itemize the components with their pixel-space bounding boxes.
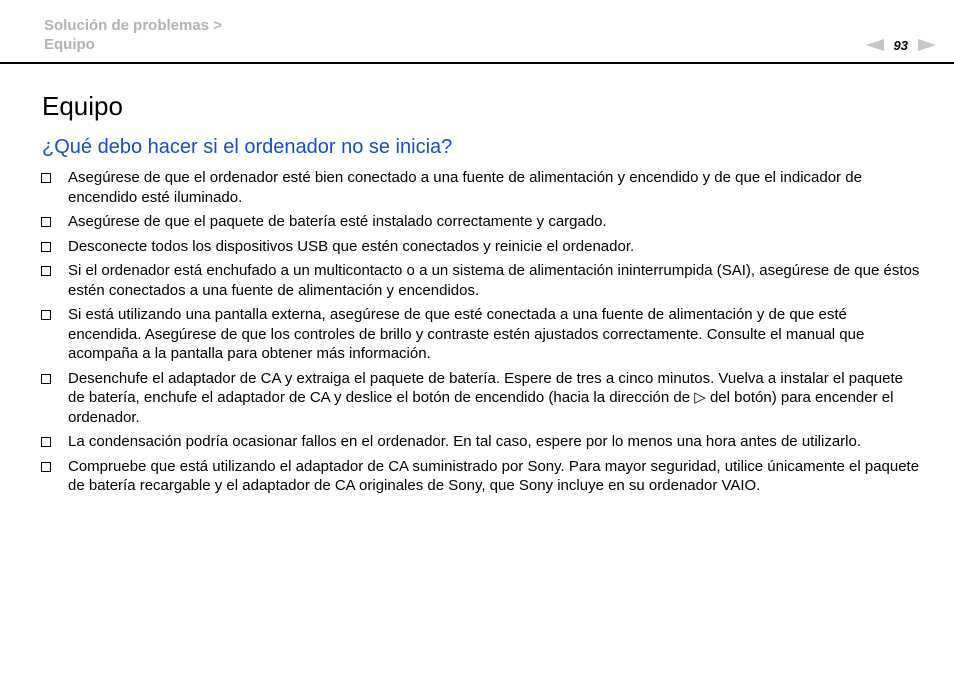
- page-navigator: [866, 37, 936, 53]
- list-item: [40, 305, 920, 364]
- previous-page-arrow-icon[interactable]: [866, 39, 884, 51]
- page-title: Equipo: [42, 91, 123, 121]
- troubleshooting-list: [40, 168, 920, 501]
- list-item-text: Si el ordenador está enchufado a un multicontacto o a un sistema de alimentación ininterrumpida (SAI), asegúrese de que éstos estén conectados a una fuente de alimentación y encendidos.: [68, 262, 920, 299]
- list-item: [40, 457, 920, 496]
- list-item-text: La condensación podría ocasionar fallos en el ordenador. En tal caso, espere por lo menos una hora antes de utilizarlo.: [68, 433, 862, 450]
- list-item-text: Asegúrese de que el ordenador esté bien conectado a una fuente de alimentación y encendido y de que el indicador de encendido esté iluminado.: [68, 169, 862, 206]
- next-page-arrow-icon[interactable]: [918, 39, 936, 51]
- list-item-text: Desconecte todos los dispositivos USB que estén conectados y reinicie el ordenador.: [68, 237, 635, 255]
- checkbox-bullet-icon: [41, 437, 51, 447]
- breadcrumb-section: Solución de problemas >: [44, 17, 222, 34]
- list-item-text: Desenchufe el adaptador de CA y extraiga el paquete de batería. Espere de tres a cinco minutos. Vuelva a instalar el paquete de batería, enchufe el adaptador de CA y deslice el botón de encendido (hacia la dirección de ▷ del botón) para encender el ordenador.: [68, 369, 903, 426]
- list-item: [40, 168, 920, 207]
- breadcrumb: [44, 16, 222, 54]
- section-heading: ¿Qué debo hacer si el ordenador no se inicia?: [42, 136, 453, 158]
- list-item-text: Asegúrese de que el paquete de batería esté instalado correctamente y cargado.: [68, 213, 607, 230]
- checkbox-bullet-icon: [41, 242, 51, 252]
- list-item: [40, 212, 920, 232]
- checkbox-bullet-icon: [41, 173, 51, 183]
- list-item-text: Compruebe que está utilizando el adaptador de CA suministrado por Sony. Para mayor seguridad, utilice únicamente el paquete de batería recargable y el adaptador de CA originales de Sony, que Sony incluye en su ordenador VAIO.: [68, 457, 920, 494]
- checkbox-bullet-icon: [41, 374, 51, 384]
- list-item: [40, 237, 920, 257]
- list-item: [40, 369, 920, 428]
- list-item: [40, 432, 920, 452]
- header-divider: [0, 62, 954, 64]
- breadcrumb-page: Equipo: [44, 36, 95, 53]
- list-item: [40, 261, 920, 300]
- checkbox-bullet-icon: [41, 217, 51, 227]
- checkbox-bullet-icon: [41, 462, 51, 472]
- checkbox-bullet-icon: [41, 310, 51, 320]
- list-item-text: Si está utilizando una pantalla externa, asegúrese de que esté conectada a una fuente de alimentación y de que esté encendida. Asegúrese de que los controles de brillo y contraste estén ajustados correctamente. Consulte el manual que acompaña a la pantalla para obtener más información.: [68, 306, 865, 362]
- checkbox-bullet-icon: [41, 266, 51, 276]
- page-number: 93: [893, 37, 908, 53]
